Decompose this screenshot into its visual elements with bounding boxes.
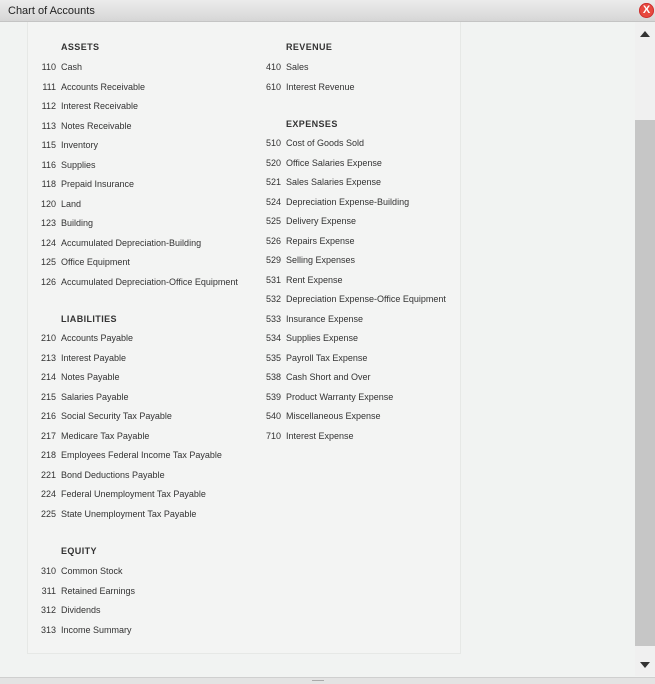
vertical-scrollbar[interactable] bbox=[635, 22, 655, 676]
account-row bbox=[36, 199, 81, 209]
account-number: 525 bbox=[265, 216, 281, 226]
account-name: Accumulated Depreciation-Office Equipment bbox=[61, 277, 238, 287]
account-row bbox=[36, 218, 93, 228]
account-name: Office Equipment bbox=[61, 257, 130, 267]
account-name: Office Salaries Expense bbox=[286, 158, 382, 168]
account-row bbox=[36, 333, 133, 343]
account-row bbox=[261, 431, 354, 441]
account-number: 540 bbox=[265, 411, 281, 421]
account-row bbox=[36, 62, 82, 72]
account-number: 312 bbox=[40, 605, 56, 615]
account-row bbox=[261, 177, 381, 187]
account-number: 225 bbox=[40, 509, 56, 519]
account-name: Payroll Tax Expense bbox=[286, 353, 368, 363]
account-number: 524 bbox=[265, 197, 281, 207]
account-row bbox=[36, 605, 101, 615]
account-row bbox=[36, 257, 130, 267]
account-name: Dividends bbox=[61, 605, 101, 615]
account-name: Inventory bbox=[61, 140, 99, 150]
account-number: 510 bbox=[265, 138, 281, 148]
account-name: Sales Salaries Expense bbox=[286, 177, 382, 187]
account-number: 538 bbox=[265, 372, 281, 382]
account-row bbox=[36, 392, 129, 402]
account-row bbox=[261, 158, 382, 168]
account-number: 125 bbox=[40, 257, 56, 267]
account-number: 113 bbox=[41, 121, 56, 131]
account-row bbox=[36, 372, 120, 382]
account-row bbox=[36, 411, 172, 421]
account-row bbox=[261, 82, 355, 92]
account-name: Bond Deductions Payable bbox=[61, 470, 165, 480]
account-number: 710 bbox=[265, 431, 281, 441]
account-row bbox=[261, 138, 364, 148]
account-row bbox=[36, 101, 138, 111]
account-number: 124 bbox=[40, 238, 56, 248]
account-number: 216 bbox=[40, 411, 56, 421]
account-name: Accumulated Depreciation-Building bbox=[61, 238, 202, 248]
account-name: Cash Short and Over bbox=[286, 372, 371, 382]
account-name: Interest Expense bbox=[286, 431, 354, 441]
account-name: Land bbox=[61, 199, 82, 209]
account-name: Accounts Receivable bbox=[61, 82, 146, 92]
account-number: 532 bbox=[265, 294, 281, 304]
account-number: 521 bbox=[265, 177, 281, 187]
account-name: Miscellaneous Expense bbox=[286, 411, 381, 421]
equity-heading: EQUITY bbox=[61, 546, 97, 556]
account-number: 218 bbox=[40, 450, 56, 460]
scroll-up-button[interactable] bbox=[635, 26, 655, 44]
account-name: State Unemployment Tax Payable bbox=[61, 509, 197, 519]
account-number: 215 bbox=[40, 392, 56, 402]
account-name: Medicare Tax Payable bbox=[61, 431, 150, 441]
account-number: 410 bbox=[265, 62, 281, 72]
account-row bbox=[261, 392, 393, 402]
account-row bbox=[36, 431, 149, 441]
account-row bbox=[36, 509, 196, 519]
account-row bbox=[261, 294, 446, 304]
account-name: Interest Payable bbox=[61, 353, 127, 363]
account-name: Prepaid Insurance bbox=[61, 179, 135, 189]
account-name: Salaries Payable bbox=[61, 392, 129, 402]
account-number: 526 bbox=[265, 236, 281, 246]
account-name: Depreciation Expense-Office Equipment bbox=[286, 294, 446, 304]
account-name: Supplies bbox=[61, 160, 96, 170]
account-name: Delivery Expense bbox=[286, 216, 357, 226]
account-row bbox=[261, 216, 356, 226]
account-name: Income Summary bbox=[61, 625, 132, 635]
assets-heading: ASSETS bbox=[61, 42, 100, 52]
account-row bbox=[261, 255, 355, 265]
account-row bbox=[36, 121, 132, 131]
account-number: 112 bbox=[41, 101, 56, 111]
account-row bbox=[261, 411, 381, 421]
account-name: Interest Receivable bbox=[61, 101, 139, 111]
account-row bbox=[261, 353, 367, 363]
account-number: 535 bbox=[265, 353, 281, 363]
account-name: Notes Receivable bbox=[61, 121, 132, 131]
account-row bbox=[36, 470, 165, 480]
account-name: Sales bbox=[286, 62, 309, 72]
account-number: 221 bbox=[40, 470, 56, 480]
account-number: 115 bbox=[41, 140, 56, 150]
account-name: Accounts Payable bbox=[61, 333, 134, 343]
account-name: Retained Earnings bbox=[61, 586, 136, 596]
account-number: 123 bbox=[40, 218, 56, 228]
account-name: Common Stock bbox=[61, 566, 123, 576]
account-name: Building bbox=[61, 218, 94, 228]
account-row bbox=[261, 333, 358, 343]
revenue-heading: REVENUE bbox=[286, 42, 333, 52]
account-name: Cost of Goods Sold bbox=[286, 138, 365, 148]
account-number: 539 bbox=[265, 392, 281, 402]
account-number: 610 bbox=[265, 82, 281, 92]
account-name: Federal Unemployment Tax Payable bbox=[61, 489, 206, 499]
scroll-down-button[interactable] bbox=[635, 656, 655, 674]
account-number: 313 bbox=[40, 625, 56, 635]
account-row bbox=[36, 238, 201, 248]
account-row bbox=[36, 82, 145, 92]
account-name: Notes Payable bbox=[61, 372, 120, 382]
window-titlebar bbox=[0, 0, 655, 22]
account-row bbox=[36, 586, 135, 596]
account-name: Social Security Tax Payable bbox=[61, 411, 172, 421]
account-name: Selling Expenses bbox=[286, 255, 356, 265]
account-number: 533 bbox=[265, 314, 281, 324]
account-number: 217 bbox=[40, 431, 56, 441]
account-number: 120 bbox=[40, 199, 56, 209]
account-row bbox=[261, 197, 409, 207]
account-number: 126 bbox=[40, 277, 56, 287]
account-row bbox=[36, 489, 206, 499]
window-title: Chart of Accounts bbox=[8, 5, 95, 17]
resize-grip-icon bbox=[312, 680, 324, 681]
account-number: 534 bbox=[265, 333, 281, 343]
account-row bbox=[261, 314, 363, 324]
account-name: Supplies Expense bbox=[286, 333, 359, 343]
expenses-heading: EXPENSES bbox=[286, 119, 338, 129]
account-row bbox=[36, 140, 98, 150]
account-row bbox=[36, 160, 96, 170]
account-name: Depreciation Expense-Building bbox=[286, 197, 410, 207]
account-number: 210 bbox=[40, 333, 56, 343]
account-name: Interest Revenue bbox=[286, 82, 355, 92]
liabilities-heading: LIABILITIES bbox=[61, 314, 117, 324]
account-name: Employees Federal Income Tax Payable bbox=[61, 450, 222, 460]
account-number: 213 bbox=[40, 353, 56, 363]
account-row bbox=[36, 450, 222, 460]
scroll-thumb[interactable] bbox=[635, 120, 655, 646]
account-number: 310 bbox=[40, 566, 56, 576]
account-number: 311 bbox=[41, 586, 56, 596]
account-number: 531 bbox=[265, 275, 281, 285]
account-row bbox=[36, 179, 134, 189]
account-row bbox=[261, 275, 343, 285]
account-name: Insurance Expense bbox=[286, 314, 364, 324]
account-number: 224 bbox=[40, 489, 56, 499]
account-row bbox=[261, 372, 371, 382]
account-name: Cash bbox=[61, 62, 83, 72]
account-number: 529 bbox=[265, 255, 281, 265]
account-row bbox=[36, 566, 123, 576]
account-name: Rent Expense bbox=[286, 275, 343, 285]
account-row bbox=[261, 62, 309, 72]
account-number: 520 bbox=[265, 158, 281, 168]
account-name: Repairs Expense bbox=[286, 236, 355, 246]
account-row bbox=[36, 277, 238, 287]
account-number: 116 bbox=[41, 160, 56, 170]
account-row bbox=[36, 625, 132, 635]
account-number: 111 bbox=[42, 82, 56, 92]
account-number: 118 bbox=[41, 179, 56, 189]
resize-bar[interactable] bbox=[0, 677, 655, 684]
account-number: 110 bbox=[41, 62, 56, 72]
account-number: 214 bbox=[40, 372, 56, 382]
account-row bbox=[261, 236, 355, 246]
close-icon[interactable]: X bbox=[639, 3, 654, 18]
account-row bbox=[36, 353, 126, 363]
account-name: Product Warranty Expense bbox=[286, 392, 394, 402]
